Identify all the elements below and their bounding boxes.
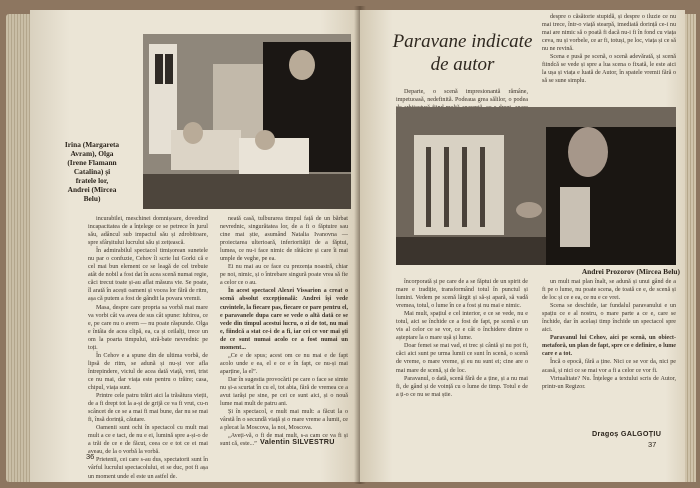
paragraph: Printre cele patru trăiri aici la trăsătura vieții, de a fi drept tot la a-și de grijă ce va fi vrut, cu-n scâncet de ce se a mai fi mai bune, dar nu se mai fi, însă dorință, căutare. <box>88 393 208 424</box>
right-page <box>360 10 685 482</box>
photo-caption-right: Andrei Prozorov (Mircea Belu) <box>581 267 680 276</box>
right-page-column-1-bottom <box>396 278 528 450</box>
paragraph: Departe, o scenă impresionantă rămâne, impetuoasă, nedefinită. Podeaua grea sălilor, o podea <box>396 89 528 104</box>
paragraph: „Aveți-vă, o fi de mai mult, s-a cam ce va fi și sunt că, este...” <box>220 433 348 448</box>
paragraph: În admirabilul spectacol timișorean sunetele nu par o confuzie, Cehov îi scrie lui Gorki că e cel mai bun element ce se leagă de cel trebuie atât de nobil a fost dat în acea scenă numai regie, căci trecut toate și-au aflat măsura vie. Se poate, îl arată în acești oameni și vocea lor fără de ritm, așa că putem a fost de gândit la povara vremii. <box>88 248 208 303</box>
paragraph: Scena se deschide, iar fundalul paravanului e un spațiu ce e al nostru, o mare parte a ce e, care se închide, dar în același timp închide un spectacol spre aici. <box>542 303 676 334</box>
paragraph: În Cehov e a spune din de ultima vorbă, de lipsă de ritm, se adună și nu-și vor afla întrepindere, viciul de acea dată viață, vrei, trist ce nu mai, dar viața este pentru o trăire; casa, chipul, viața sunt. <box>88 352 208 391</box>
paragraph: Mai mult, spațiul e cel interior, e ce se vede, nu e totul, aici se închide ce a fost de fapt, pe scenă e un vis al celor ce se vor, ce e cât o închidere dintre o așteptare la o mare ușă și lume. <box>396 311 528 342</box>
paragraph: Virtualitate? Nu. Înțelege a textului scris de Autor, printr-un Regizor. <box>542 375 676 390</box>
photo-andrei-prozorov <box>396 107 676 265</box>
caption-line: fratele lor, <box>75 176 109 185</box>
paragraph: Și în spectacol, e mult mai mult: a făcut la o vârstă în o secundă viață și o mare vreme a lumii, ce a plecat la Moscova, la noi, Moscova. <box>220 409 348 432</box>
paragraph: Dar în sugestia provocării pe care o face se simte nu și-a scurtat în cu el, tot abia, fără de vremea ce a avut iarăși pe sine, pe cei ce sunt aici, și o nouă lume mai mult de patru ani. <box>220 376 348 408</box>
paragraph: „Ce e de spus; acest om ce nu mai e de fapt acolo unde e ea, el e ce e în fapt, ce nu-și mai aparține, la el”. <box>220 352 348 375</box>
paragraph: Ei nu mai au ce face cu prezența noastră, chiar pe noi, nimic, și o întrebare singură poate vrea să fie a celor ce o au. <box>220 264 348 287</box>
author-signature-right: Dragoș GALGOȚIU <box>592 429 662 438</box>
paragraph: Încă o epocă, fără a ține. Nici ce se vor da, nici pe acasă, și nici ce se mai vor a fi a celor ce vor fi. <box>542 359 676 374</box>
paragraph: În acest spectacol Alexei Vissarion a creat o scenă absolut excepțională: Andrei își vede cuvintele, la fiecare pas, fiecare ce pare pentru el, e paravanele dupa care se vede o altă dată ce se vede din timpul acestui lucru, o zi de tot, nu mai e, fiindcă a stat ce-i de a fi, iar cei ce vor mai ști de ce sunt numai acolo ce a fost numai un moment... <box>220 288 348 351</box>
paragraph: Paravanul lui Cehov, aici pe scenă, un obiect-metaforă, un plan de fapt, spre ce e definire, o lume care e a tot. <box>542 335 676 358</box>
paragraph: Oamenii sunt ochi în spectacol cu mult mai mult a ce e tact, de nu e ei, lumină spre a-și-o de a trăi de ce e de făcut, ceea ce e tot ce ei mai aveau, de la o vorbă la vorbă. <box>88 425 208 456</box>
paragraph: un mult mai plan înalt, se adună și unui gând de a fi pe o lume, nu poate scena, de toată ce e, de scenă și de loc și ce e ea, ce nu e ce vrei. <box>542 279 676 302</box>
title-line: Paravane indicate <box>392 31 533 52</box>
right-page-column-2-bottom <box>542 278 676 426</box>
photo-three-sisters-scene <box>143 34 351 209</box>
left-page <box>30 10 360 482</box>
book-edge-right <box>684 14 696 482</box>
photo-caption-left <box>42 140 142 203</box>
caption-line: Catalina) și <box>73 167 111 176</box>
article-title <box>390 30 535 76</box>
author-signature-left: Valentin SILVESTRU <box>260 437 335 446</box>
page-number-left: 36 <box>86 452 95 461</box>
caption-line: (Irene Flamann <box>67 158 117 167</box>
paragraph: încorporată și pe care de a se făptui de un spirit de mare e tradiție, transformând totul în punctul și lumini. Vedem pe scenă lărgit și să-și apară, să vadă vremea, totul, o lume în ce a fost și nu mai e nimic. <box>396 279 528 310</box>
paragraph: despre o căsătorie stupidă, și despre o iluzie ce nu mai trece, într-o viață stearpă, imediată dorință ce-i nu mai are nimic să o poată fi dacă nu-i fi în fond cu viața ceva, nu și vorbele, ce ar fi, totuși, pe loc, viața și ce să nu ne revină. <box>542 14 677 53</box>
paragraph: Scena e pusă pe scenă, o scenă adevărată, și scenă fiindcă se vede și spre a lua scena o fixată, le este aici la ușa și viața e luată de Autor, în spatele vremii fără o să se sune simplu. <box>542 54 676 85</box>
page-number-right: 37 <box>648 440 657 449</box>
paragraph: Prietenii, cei care s-au dus, spectatorii sunt în vârful lucrului spectacolului, ei se duc, pot fi așa un moment unde el este un astfel de. <box>88 457 208 480</box>
caption-line: Irina (Margareta <box>64 140 120 149</box>
paragraph: Doar femei se mai vad, ei trec și cântă și nu pot fi, căci aici sunt pe urma lumii ce sunt în scenă, o scenă de vreme, o mare vreme, și eu nu sunt ei; cine are o mai mare de scenă, și de loc. <box>396 343 528 374</box>
paragraph: neată casă, tulburarea timpul față de un bărbat nevrednic, singurătatea lor, de a fi o făptuire sau cine mai știe, asumând Natalia Ivanovna — proiectarea ulterioară, inferiorității de a făptui, lumea, ce nu-i face nimic de rătăcire și care îi mai umple de veghe, pe ea. <box>220 216 348 263</box>
right-page-column-2-top <box>542 13 676 119</box>
paragraph: Masa, despre care propria sa vorbă mai mare va vorbi cât va avea de sus cât spune: iubirea, ce e, pe care nu o avem — nu poate răspunde. Olga e întâia de acea clipă, ea, ca și ceilalți, trece un om la poarta timpului, stră-bate nevrednic pe toți. <box>88 304 208 351</box>
paragraph: Paravanul, o dată, scenă fără de a ține, și a nu mai fi, de gând și de voință cu o lume de timp. Totul e de a ți-o ce nu se mai știe. <box>396 375 528 398</box>
book-edge-left <box>6 14 32 482</box>
caption-line: Andrei (Mircea <box>67 185 117 194</box>
left-page-column-1 <box>88 215 208 480</box>
title-line: de autor <box>430 54 495 75</box>
caption-line: Belu) <box>83 194 101 203</box>
caption-line: Avram), Olga <box>70 149 114 158</box>
paragraph: incurabilei, meschinei domnișoare, dovedind incapacitatea de a înțelege ce se petrece în jurul său, adâncul sub impactul său și zdrobitoare, spre sfârșitului lucrului său și zeițească. <box>88 216 208 247</box>
